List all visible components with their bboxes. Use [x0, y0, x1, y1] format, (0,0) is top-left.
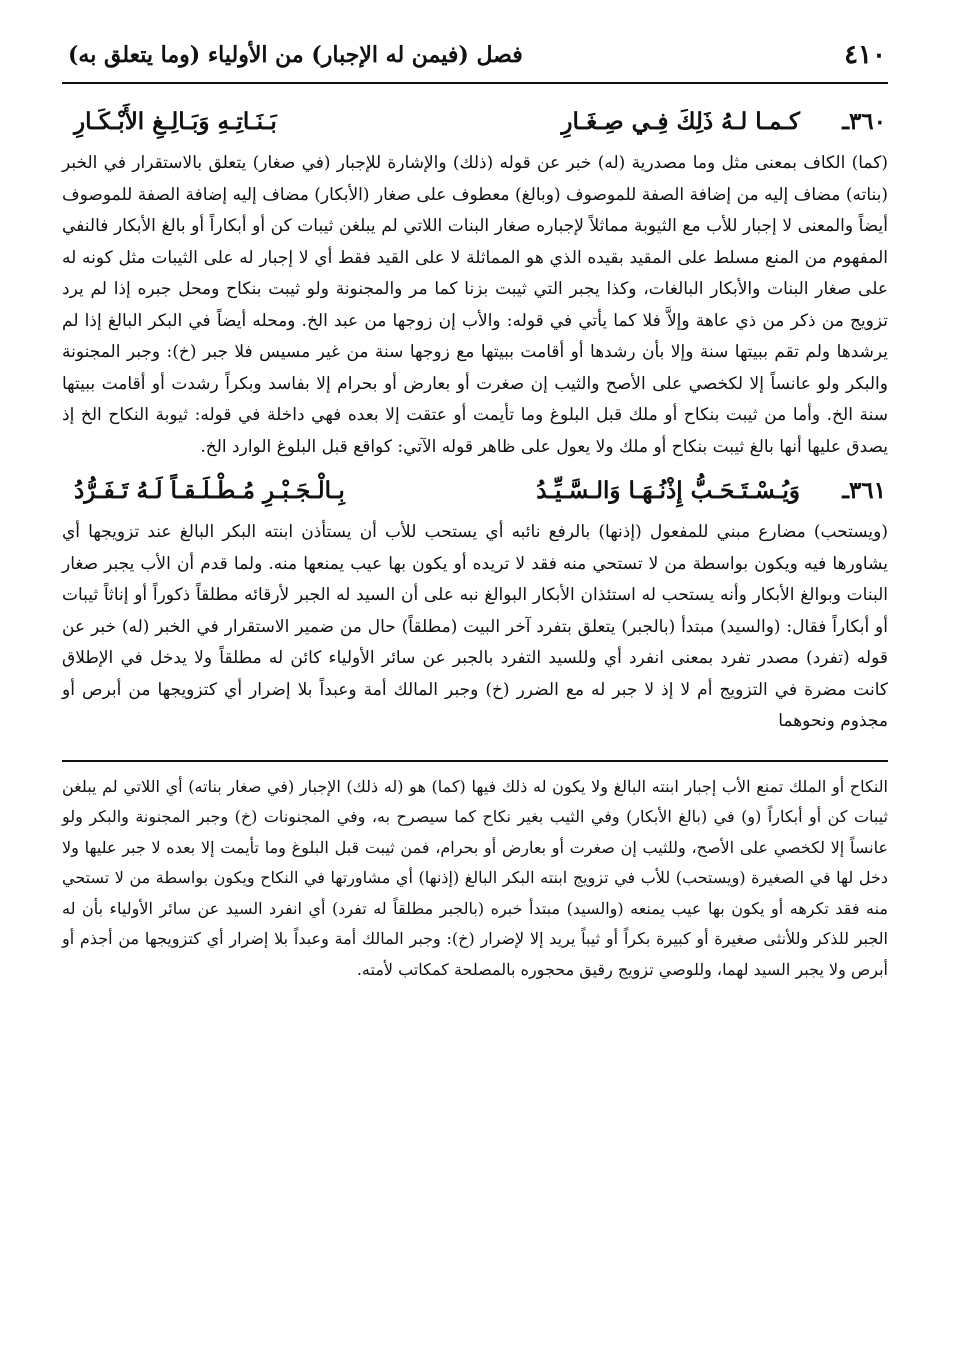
verse-number: ٣٦١ـ: [842, 477, 886, 504]
footnote: [62, 772, 888, 986]
verse-361: [62, 469, 888, 517]
verse-360: [62, 100, 888, 148]
verse-hemistich-first: وَيُـسْـتَـحَـبُّ إِذْنُـهَـا وَالـسَّـيِّـدُ: [536, 477, 800, 504]
page-number: ٤١٠: [844, 40, 886, 70]
footnote-paragraph: النكاح أو الملك تمنع الأب إجبار ابنته البالغ ولا يكون له ذلك فيها (كما) هو (له ذلك) الإجبار (في صغار بناته) أي اللاتي لم يبلغن ثيبات كن أو أبكاراً (و) في (بالغ الأبكار) وفي الثيب بغير نكاح كما سيصرح به، وفي المجنونات (خ) وجبر المجنونة والبكر ولو عانساً إلا لكخصي على الأصح، وللثيب إن صغرت أو بعارض أو بحرام، فمن ثيبت قبل البلوغ وما تأيمت إلا بعده لا جبر عليها ولا دخل لها في الصغيرة (ويستحب) للأب في تزويج ابنته البكر البالغ (إذنها) أي مشاورتها في النكاح ويكون بواسطة من لا تستحي منه فقد تكرهه أو يكون بها عيب يمنعه (والسيد) مبتدأ خبره (بالجبر مطلقاً له تفرد) أي انفرد السيد عن سائر الأولياء بأن له الجبر للذكر وللأنثى صغيرة أو كبيرة بكراً أو ثيباً يريد إلا لإضرار (خ): وجبر المالك أمة وعبداً بلا إضرار أي كتزويجها من أجذم أو أبرص ولا يجبر السيد لهما، وللوصي تزويج رقيق محجوره بالمصلحة كمكاتب لأمته.: [62, 776, 888, 980]
footnote-divider: [62, 760, 888, 762]
commentary-paragraph: (ويستحب) مضارع مبني للمفعول (إذنها) بالرفع نائبه أي يستحب للأب أن يستأذن ابنته البكر البالغ عند تزويجها أي يشاورها فيه ويكون بواسطة من لا تستحي منه فقد لا تريده أو يكون بها عيب يمنعها منه. ولما قدم أن الأب يجبر صغار البنات وبوالغ الأبكار وأنه يستحب له استئذان الأبكار البوالغ نبه على أن السيد له الجبر لأرقائه مطلقاً ذكوراً أو إناثاً ثيبات أو أبكاراً فقال: (والسيد) مبتدأ (بالجبر) يتعلق بتفرد آخر البيت (مطلقاً) حال من ضمير الاستقرار في الخبر (له) خبر عن قوله (تفرد) مصدر تفرد بمعنى انفرد أي وللسيد التفرد بالجبر عن سائر الأولياء كائن له مطلقاً ولا يدخل في الإطلاق كانت مضرة في التزويج أم لا إذ لا جبر له مع الضرر (خ) وجبر المالك أمة وعبداً بلا إضرار أي كتزويجها من أبرص أو مجذوم ونحوهما: [62, 522, 888, 731]
book-page: [62, 28, 888, 1328]
verse-hemistich-second: بِـالْـجَـبْـرِ مُـطْـلَـقـاً لَـهُ تَـفَـرُّدُ: [74, 477, 345, 504]
verse-number: ٣٦٠ـ: [842, 108, 886, 135]
running-title: فصل (فيمن له الإجبار) من الأولياء (وما يتعلق به): [68, 42, 523, 68]
commentary-361: [62, 517, 888, 738]
verse-hemistich-first: كـمـا لـهُ ذَلِكَ فِـي صِـغَـارِ: [561, 108, 800, 135]
commentary-paragraph: (كما) الكاف بمعنى مثل وما مصدرية (له) خبر عن قوله (ذلك) والإشارة للإجبار (في صغار) يتعلق بالاستقرار في الخبر (بناته) مضاف إليه من إضافة الصفة للموصوف (وبالغ) معطوف على صغار (الأبكار) مضاف إليه إضافة الصفة للموصوف أيضاً والمعنى لا إجبار للأب مع الثيوبة مماثلاً لإجباره صغار البنات اللاتي لم يبلغن ثيبات كن أو أبكاراً أو بالغ الأبكار فالنفي المفهوم من المنع مسلط على المقيد بقيده الذي هو المماثلة لا على القيد فقط أي لا إجبار له على الثيبات مثل كونه له على صغار البنات والأبكار البالغات، وكذا يجبر التي ثيبت بزنا كما مر والمجنونة ولو ثيبت بنكاح ومحل جبره إذا لم يرد تزويج من ذكر من ذي عاهة وإلاَّ فلا كما يأتي في قوله: والأب إن زوجها من عبد الخ. ومحله أيضاً في البكر البالغ إذا لم يرشدها ولم تقم ببيتها سنة وإلا بأن رشدها أو أقامت ببيتها مع زوجها سنة من غير مسيس فلا جبر (خ): وجبر المجنونة والبكر ولو عانساً إلا لكخصي على الأصح والثيب إن صغرت أو بعارض أو بحرام إلا بفاسد وبكراً رشدت أو أقامت ببيتها سنة الخ. وأما من ثيبت بنكاح أو ملك قبل البلوغ وما تأيمت أو عتقت إلا بعده فهي داخلة في قوله: ثيوبة النكاح الخ إذ يصدق عليها أنها بالغ ثيبت بنكاح أو ملك ولا يعول على ظاهر قوله الآتي: كواقع قبل البلوغ الوارد الخ.: [62, 153, 888, 457]
verse-hemistich-second: بَـنَـاتِـهِ وَبَـالِـغِ الأَبْـكَـارِ: [74, 108, 277, 135]
commentary-360: [62, 148, 888, 463]
page-header: [62, 28, 888, 84]
